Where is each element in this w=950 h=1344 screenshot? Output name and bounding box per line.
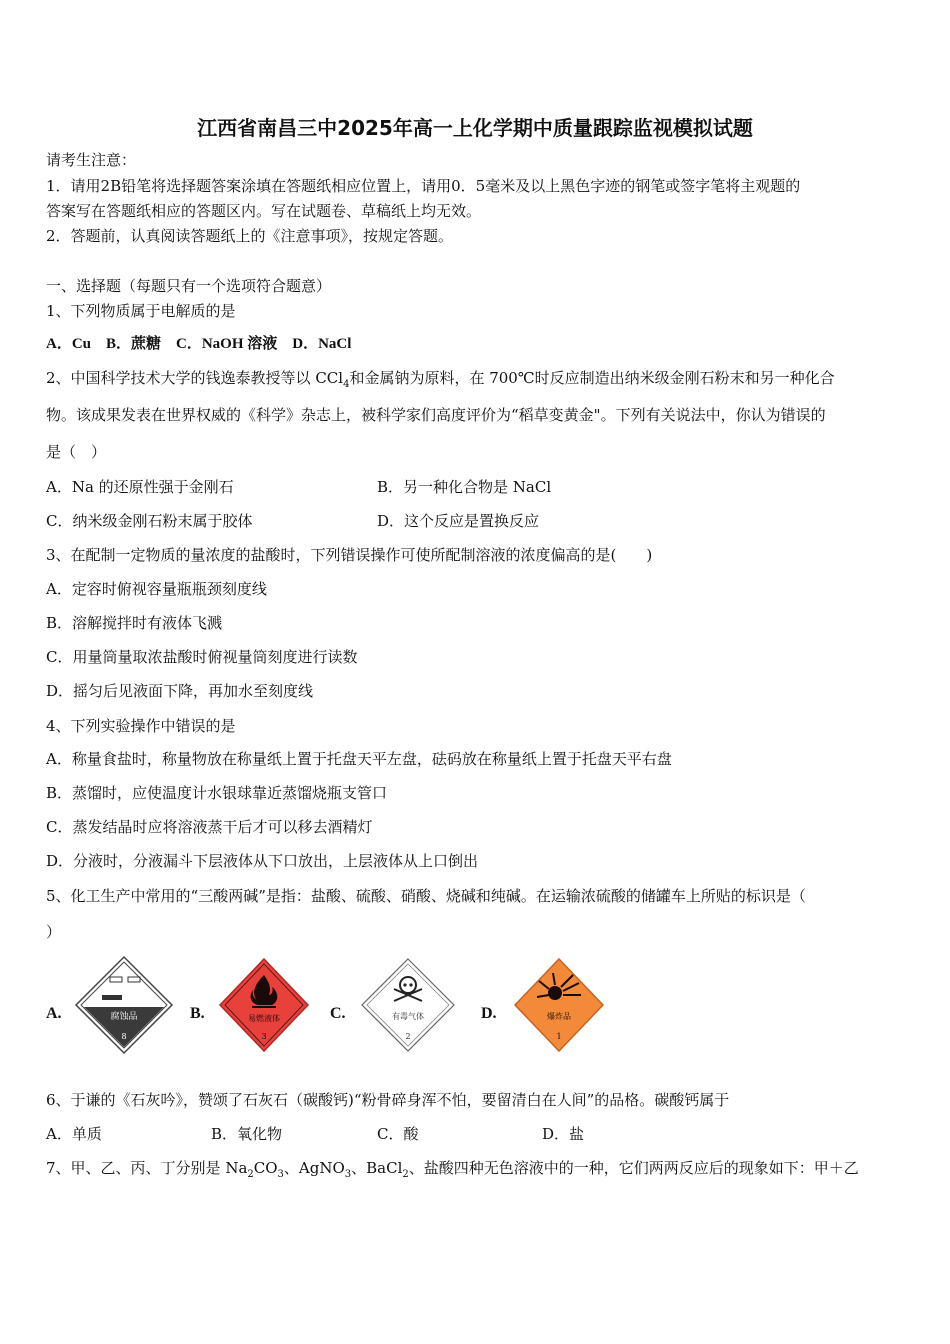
flammable-liquid-hazard-icon [214,955,314,1055]
q4-option-a: A．称量食盐时，称量物放在称量纸上置于托盘天平左盘，砝码放在称量纸上置于托盘天平右盘 [46,750,672,768]
q2-stem [46,368,835,388]
q3-option-d: D．摇匀后见液面下降，再加水至刻度线 [46,682,314,700]
q7-text: 7、甲、乙、丙、丁分别是 Na [46,1159,248,1177]
q5-option-b-letter: B. [190,1005,205,1022]
q3-option-c: C．用量筒量取浓盐酸时俯视量筒刻度进行读数 [46,648,358,666]
hazard-number: 3 [261,1032,267,1041]
q3-option-b: B．溶解搅拌时有液体飞溅 [46,614,223,632]
q5-option-a-letter: A. [46,1005,62,1022]
q2-text: 2、中国科学技术大学的钱逸泰教授等以 CCl [46,369,344,387]
q3-stem: 3、在配制一定物质的量浓度的盐酸时，下列错误操作可使所配制溶液的浓度偏高的是( ) [46,546,653,564]
q6-option-b: B．氧化物 [211,1125,283,1143]
q6-option-d: D．盐 [542,1125,585,1143]
q2-sub: 4 [343,379,350,390]
q6-option-c: C．酸 [377,1125,419,1143]
explosive-hazard-icon [509,955,609,1055]
q4-stem: 4、下列实验操作中错误的是 [46,717,236,735]
q1-stem: 1、下列物质属于电解质的是 [46,302,236,320]
q7-sub: 3 [344,1169,352,1180]
q7-text: 、AgNO [283,1159,345,1177]
q2-option-c: C．纳米级金刚石粉末属于胶体 [46,512,253,530]
q5-option-d-letter: D. [481,1005,497,1022]
q5-stem: 5、化工生产中常用的“三酸两碱”是指：盐酸、硫酸、硝酸、烧碱和纯碱。在运输浓硫酸的储罐车上所贴的标识是（ [46,887,806,905]
hazard-label: 爆炸品 [547,1012,571,1021]
q4-option-d: D．分液时，分液漏斗下层液体从下口放出，上层液体从上口倒出 [46,852,479,870]
page-title: 江西省南昌三中2025年高一上化学期中质量跟踪监视模拟试题 [197,116,753,140]
q7-text: CO [253,1159,278,1177]
hazard-label: 易燃液体 [248,1014,280,1023]
toxic-gas-hazard-icon [358,955,458,1055]
q6-stem: 6、于谦的《石灰吟》，赞颂了石灰石（碳酸钙)“粉骨碎身浑不怕，要留清白在人间”的品格。碳酸钙属于 [46,1091,730,1109]
q2-option-d: D．这个反应是置换反应 [377,512,540,530]
q1-options: A．Cu B．蔗糖 C．NaOH 溶液 D．NaCl [46,336,352,352]
q2-line: 物。该成果发表在世界权威的《科学》杂志上，被科学家们高度评价为“稻草变黄金"。下列有关说法中，你认为错误的 [46,406,826,424]
hazard-number: 8 [121,1032,127,1041]
hazard-label: 腐蚀品 [110,1012,138,1022]
q7-text: 、BaCl [351,1159,403,1177]
q2-text: 和金属钠为原料，在 700℃时反应制造出纳米级金刚石粉末和另一种化合 [349,369,835,387]
q3-option-a: A．定容时俯视容量瓶瓶颈刻度线 [46,580,267,598]
notice-line: 1．请用2B铅笔将选择题答案涂填在答题纸相应位置上，请用0．5毫米及以上黑色字迹的钢笔或签字笔将主观题的 [46,177,801,195]
q7-sub: 2 [402,1169,409,1180]
notice-heading: 请考生注意： [46,151,137,169]
q6-option-a: A．单质 [46,1125,102,1143]
corrosive-hazard-icon [74,955,174,1055]
q7-sub: 2 [247,1169,254,1180]
q7-text: 、盐酸四种无色溶液中的一种，它们两两反应后的现象如下：甲＋乙 [408,1159,859,1177]
q2-line: 是（ ） [46,443,107,461]
q7-stem [46,1158,859,1178]
q5-line: ） [46,923,62,941]
notice-line: 答案写在答题纸相应的答题区内。写在试题卷、草稿纸上均无效。 [46,202,482,220]
q2-option-a: A．Na 的还原性强于金刚石 [46,478,234,496]
q2-option-b: B．另一种化合物是 NaCl [377,478,552,496]
hazard-label: 有毒气体 [392,1012,424,1021]
section-heading: 一、选择题（每题只有一个选项符合题意） [46,277,332,295]
q7-sub: 3 [277,1169,284,1180]
q5-option-c-letter: C. [330,1005,346,1022]
hazard-number: 2 [405,1032,411,1041]
q4-option-c: C．蒸发结晶时应将溶液蒸干后才可以移去酒精灯 [46,818,373,836]
q4-option-b: B．蒸馏时，应使温度计水银球靠近蒸馏烧瓶支管口 [46,784,388,802]
hazard-number: 1 [556,1032,562,1041]
notice-line: 2．答题前，认真阅读答题纸上的《注意事项》，按规定答题。 [46,227,454,245]
